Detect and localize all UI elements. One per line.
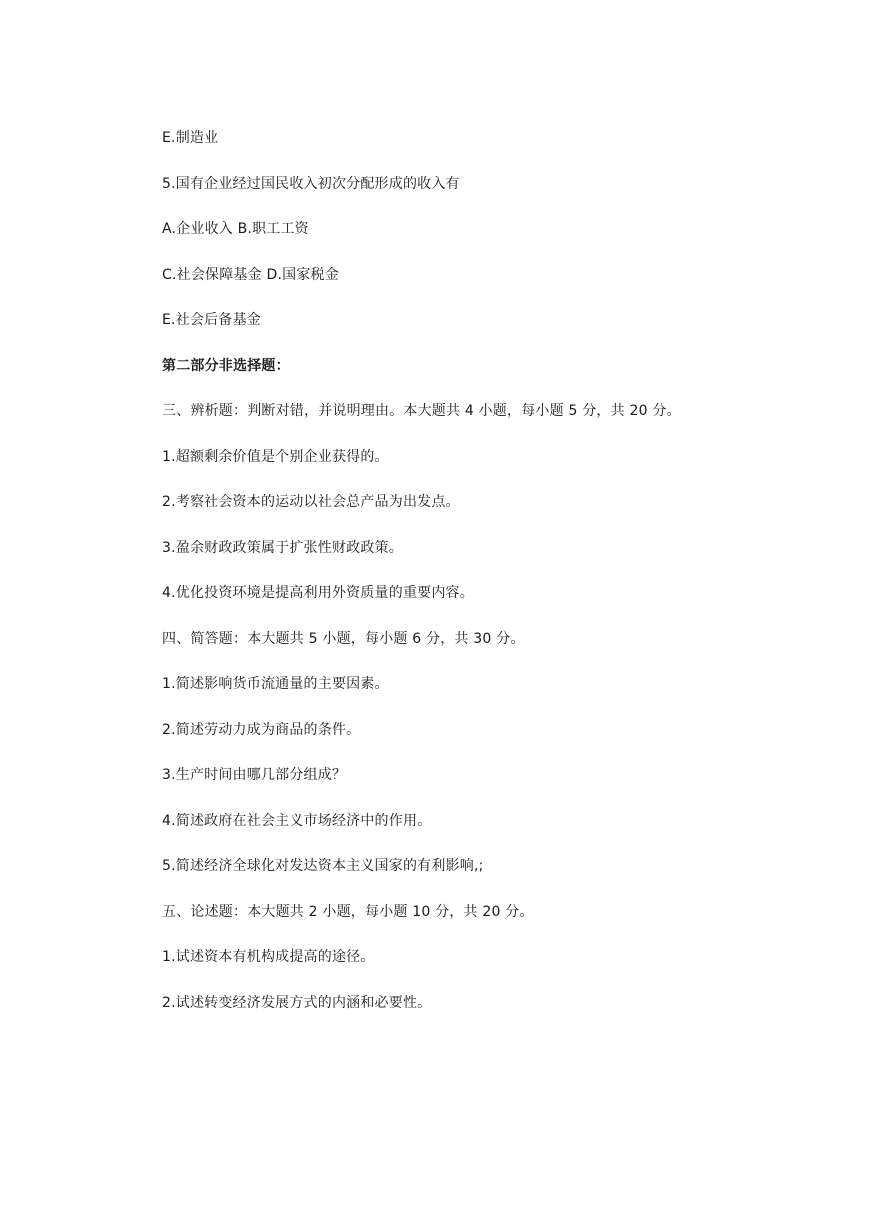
section-4-question-3: 3.生产时间由哪几部分组成？ — [162, 767, 347, 783]
options-a-b: A.企业收入 B.职工工资 — [162, 221, 309, 237]
section-3-question-4: 4.优化投资环境是提高利用外资质量的重要内容。 — [162, 585, 474, 601]
section-3-question-2: 2.考察社会资本的运动以社会总产品为出发点。 — [162, 494, 460, 510]
options-c-d: C.社会保障基金 D.国家税金 — [162, 266, 339, 283]
option-e-manufacturing: E.制造业 — [162, 130, 219, 146]
section-3-heading: 三、辨析题：判断对错，并说明理由。本大题共 4 小题，每小题 5 分，共 20 分。 — [162, 403, 681, 419]
section-4-question-2: 2.简述劳动力成为商品的条件。 — [162, 721, 361, 738]
section-4-heading: 四、简答题：本大题共 5 小题，每小题 6 分，共 30 分。 — [162, 630, 525, 647]
option-e-reserve-fund: E.社会后备基金 — [162, 312, 261, 328]
part-two-heading: 第二部分非选择题： — [162, 357, 290, 374]
section-4-question-4: 4.简述政府在社会主义市场经济中的作用。 — [162, 812, 432, 829]
question-5-national-enterprise-income: 5.国有企业经过国民收入初次分配形成的收入有 — [162, 175, 460, 192]
section-5-question-2: 2.试述转变经济发展方式的内涵和必要性。 — [162, 994, 432, 1011]
section-4-question-1: 1.简述影响货币流通量的主要因素。 — [162, 676, 389, 692]
section-5-question-1: 1.试述资本有机构成提高的途径。 — [162, 949, 375, 965]
section-5-heading: 五、论述题：本大题共 2 小题，每小题 10 分，共 20 分。 — [162, 903, 534, 920]
document-body — [162, 128, 802, 1038]
section-3-question-1: 1.超额剩余价值是个别企业获得的。 — [162, 448, 389, 465]
section-3-question-3: 3.盈余财政政策属于扩张性财政政策。 — [162, 539, 403, 556]
section-4-question-5: 5.简述经济全球化对发达资本主义国家的有利影响,; — [162, 858, 484, 874]
